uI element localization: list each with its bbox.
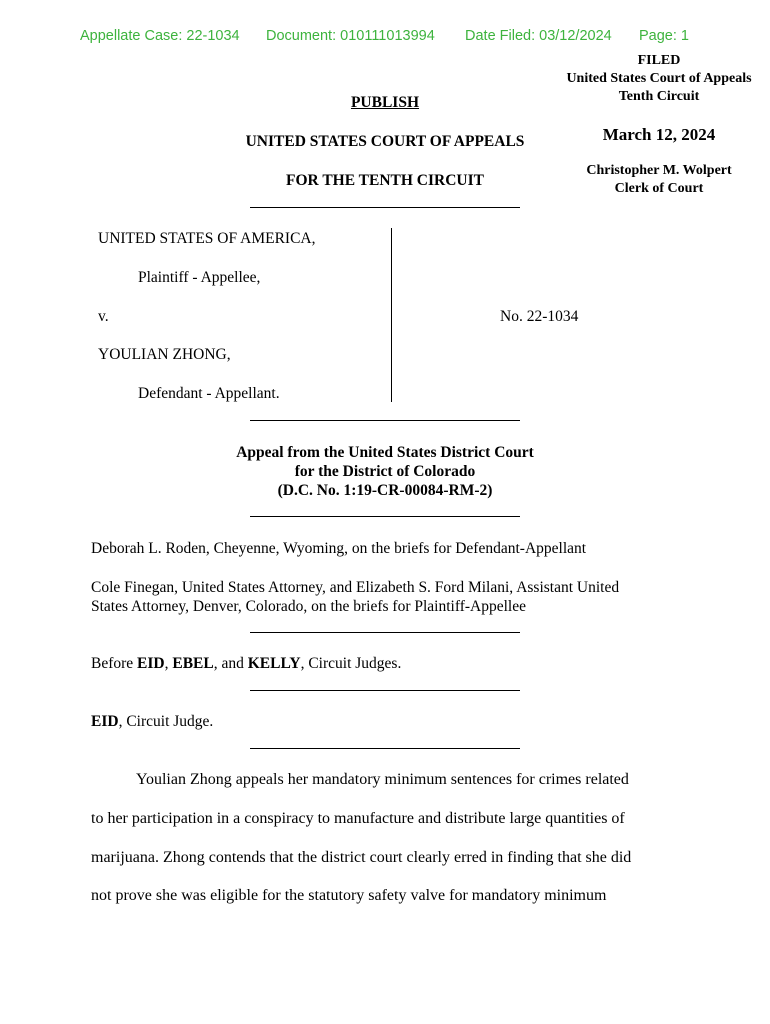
- divider: [250, 748, 520, 749]
- divider: [250, 632, 520, 633]
- appeal-line: Appeal from the United States District Court: [236, 444, 534, 461]
- filed-stamp: [548, 52, 770, 198]
- filed-court: United States Court of Appeals: [566, 71, 752, 86]
- plaintiff-name: UNITED STATES OF AMERICA,: [98, 230, 316, 247]
- case-number: No. 22-1034: [500, 308, 579, 325]
- divider: [250, 690, 520, 691]
- counsel-line: States Attorney, Denver, Colorado, on the briefs for Plaintiff-Appellee: [91, 598, 526, 615]
- filed-label: FILED: [637, 53, 681, 68]
- judge-name: KELLY: [247, 655, 301, 672]
- judge-name: EID: [137, 655, 165, 672]
- plaintiff-role: Plaintiff - Appellee,: [138, 269, 261, 286]
- filing-header: [0, 28, 770, 48]
- circuit-title: FOR THE TENTH CIRCUIT: [286, 172, 484, 189]
- defendant-role: Defendant - Appellant.: [138, 385, 280, 402]
- header-date-filed: Date Filed: 03/12/2024: [465, 28, 612, 44]
- clerk-name: Christopher M. Wolpert: [586, 163, 732, 178]
- panel-line: [91, 655, 401, 673]
- opinion-line: to her participation in a conspiracy to manufacture and distribute large quantities of: [91, 810, 625, 827]
- defendant-name: YOULIAN ZHONG,: [98, 346, 231, 363]
- header-page: Page: 1: [639, 28, 689, 44]
- appeal-block: [216, 443, 554, 500]
- panel-before: Before: [91, 655, 138, 672]
- judge-name: EBEL: [172, 655, 214, 672]
- header-document: Document: 010111013994: [266, 28, 435, 44]
- author-suffix: , Circuit Judge.: [118, 713, 214, 730]
- filed-date: March 12, 2024: [602, 125, 716, 144]
- panel-separator: ,: [164, 655, 173, 672]
- court-title: UNITED STATES COURT OF APPEALS: [245, 133, 525, 150]
- versus: v.: [98, 308, 109, 325]
- header-case: Appellate Case: 22-1034: [80, 28, 240, 44]
- appeal-line: (D.C. No. 1:19-CR-00084-RM-2): [277, 482, 493, 499]
- caption-divider: [391, 228, 392, 402]
- counsel-plaintiff: [91, 578, 619, 616]
- opinion-line: Youlian Zhong appeals her mandatory minimum sentences for crimes related: [136, 771, 629, 788]
- divider: [250, 207, 520, 208]
- counsel-defendant: Deborah L. Roden, Cheyenne, Wyoming, on the briefs for Defendant-Appellant: [91, 540, 587, 557]
- panel-separator: , and: [213, 655, 248, 672]
- divider: [250, 516, 520, 517]
- author-name: EID: [91, 713, 119, 730]
- opinion-line: marijuana. Zhong contends that the district court clearly erred in finding that she did: [91, 849, 632, 866]
- divider: [250, 420, 520, 421]
- opinion-line: not prove she was eligible for the statutory safety valve for mandatory minimum: [91, 887, 607, 904]
- panel-suffix: , Circuit Judges.: [300, 655, 402, 672]
- publish-label: PUBLISH: [350, 94, 420, 111]
- author-line: [91, 713, 213, 731]
- filed-circuit: Tenth Circuit: [618, 89, 700, 104]
- counsel-line: Cole Finegan, United States Attorney, and Elizabeth S. Ford Milani, Assistant United: [91, 579, 620, 596]
- clerk-title: Clerk of Court: [614, 181, 704, 196]
- appeal-line: for the District of Colorado: [294, 463, 476, 480]
